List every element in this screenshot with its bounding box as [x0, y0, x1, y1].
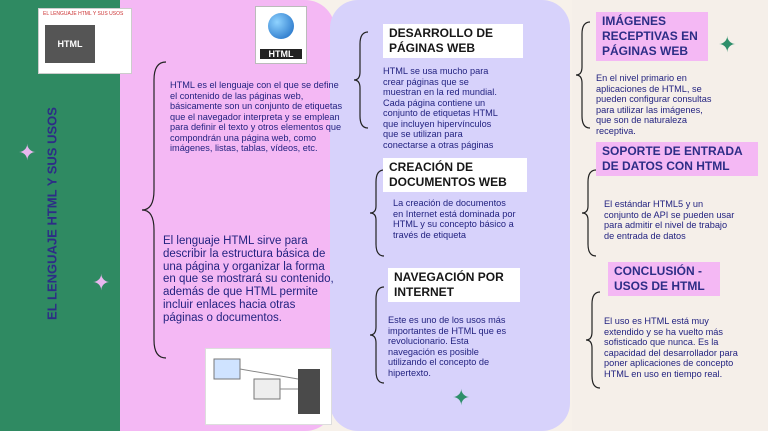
right-text-1: En el nivel primario en aplicaciones de HTML, se pueden configurar consultas para utilizar las imágenes, que son de naturaleza receptiva.: [596, 73, 712, 136]
star-icon: ✦: [452, 385, 471, 410]
mid-heading-2: CREACIÓN DE DOCUMENTOS WEB: [383, 158, 527, 192]
mid-text-3: Este es uno de los usos más importantes de HTML que es revolucionario. Esta navegación es posible utilizando el concepto de hipertexto.: [388, 315, 507, 378]
main-title: EL LENGUAJE HTML Y SUS USOS: [44, 107, 60, 320]
web-diagram-image: [205, 348, 332, 425]
right-brace-3: [584, 290, 602, 390]
html-logo: [255, 6, 307, 64]
right-heading-2: SOPORTE DE ENTRADA DE DATOS CON HTML: [596, 142, 758, 176]
right-brace-1: [574, 20, 592, 130]
right-brace-2: [580, 168, 598, 258]
mid-text-1: HTML se usa mucho para crear páginas que se muestran en la red mundial. Cada página contiene un conjunto de etiquetas HTML que incluyen hipervínculos que se utilizan para conectarse a otras páginas: [383, 66, 498, 150]
right-text-3: El uso es HTML está muy extendido y se ha vuelto más sofisticado que nunca. Es la capacidad del desarrollador para poner aplicaciones de concepto HTML en uso en tiempo real.: [604, 316, 738, 379]
mid-heading-1: DESARROLLO DE PÁGINAS WEB: [383, 24, 523, 58]
thumbnail-caption: EL LENGUAJE HTML Y SUS USOS: [43, 11, 124, 17]
thumbnail-image: [38, 8, 132, 74]
star-icon: ✦: [92, 270, 111, 295]
left-paragraph-2: El lenguaje HTML sirve para describir la estructura básica de una página y organizar la forma en que se mostrará su contenido, además de que HTML permite incluir enlaces hacia otras páginas o documentos.: [163, 235, 334, 324]
logo-label: HTML: [260, 49, 302, 59]
right-text-2: El estándar HTML5 y un conjunto de API se pueden usar para admitir el nivel de trabajo de entrada de datos: [604, 199, 735, 241]
mid-brace-1: [352, 30, 370, 130]
thumbnail-html-box: HTML: [45, 25, 95, 63]
right-heading-1: IMÁGENES RECEPTIVAS EN PÁGINAS WEB: [596, 12, 708, 61]
right-heading-3: CONCLUSIÓN - USOS DE HTML: [608, 262, 720, 296]
mid-brace-3: [368, 285, 386, 385]
mid-text-2: La creación de documentos en Internet está dominada por HTML y su concepto básico a través de etiqueta: [393, 198, 516, 240]
mid-heading-3: NAVEGACIÓN POR INTERNET: [388, 268, 520, 302]
left-paragraph-1: HTML es el lenguaje con el que se define el contenido de las páginas web, básicamente son un conjunto de etiquetas que el navegador interpreta y se emplean para definir el texto y otros elementos que compondrán una página web, como imágenes, listas, tablas, vídeos, etc.: [170, 80, 343, 153]
star-icon: ✦: [18, 140, 37, 165]
globe-icon: [268, 13, 294, 39]
star-icon: ✦: [718, 32, 737, 57]
